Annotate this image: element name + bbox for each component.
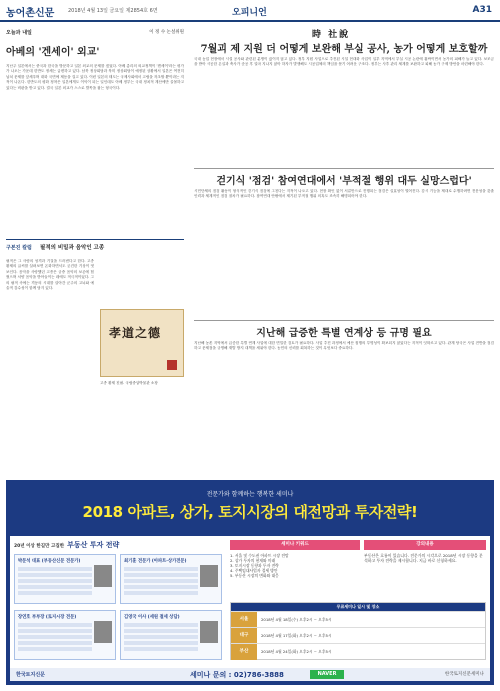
column-kicker: 오늘과 내일 [6, 30, 32, 36]
ad-logo: 한국토지신문 [16, 672, 45, 678]
ad-speakers-title [14, 540, 226, 550]
ad-lecture-title: 강의내용 [364, 540, 486, 550]
speaker-details [124, 623, 198, 653]
page-number: A31 [472, 5, 492, 15]
section-title: 오피니언 [232, 8, 267, 18]
speaker-card [120, 610, 222, 660]
column2-headline: 필적의 비밀과 음악인 고종 [40, 245, 105, 251]
speaker-photo [200, 621, 218, 643]
speaker-card [14, 554, 116, 604]
list-item: 5. 부동산 시장의 변화와 대응 [230, 573, 279, 578]
calligraphy-image [100, 309, 184, 377]
table-row [231, 643, 485, 659]
seminar-advertisement [6, 480, 494, 685]
schedule-city: 서울 [231, 612, 257, 628]
speaker-name: 박문석 대표 (부동산신문 전문가) [18, 559, 81, 564]
editorial-body-3: 지난해 농촌 지역에서 급증한 특별 연계 사업에 대한 면밀한 검토가 필요하다. 사업 추진 과정에서 예산 집행의 투명성이 확보되지 않았다는 지적이 잇따르고 있다. 관계 당국은 사업 전반을 점검하고 문제점을 규명해 재발 방지 대책을 세워야 한다. 농민의 신뢰를 회복하는 것이 무엇보다 중요하다. [194, 341, 494, 351]
column2-body: 필적은 그 사람의 성격과 기질을 드러낸다고 한다. 고종 황제의 글씨를 살펴보면 온화하면서도 굳건한 기상이 엿보인다. 음악을 사랑했던 고종은 궁중 음악의 보존에 힘썼으며 서양 음악을 받아들이는 데에도 적극적이었다. 그의 필적 속에는 격동의 시대를 살아간 군주의 고뇌와 예술적 감수성이 함께 담겨 있다. [6, 259, 94, 291]
left-column [6, 27, 184, 477]
ad-speakers-prefix: 20년 이상 한길만 고집한 [14, 544, 65, 549]
ad-keywords-title: 세미나 키워드 [230, 540, 360, 550]
schedule-city: 부산 [231, 644, 257, 660]
speaker-details [18, 623, 92, 653]
schedule-title: 무료세미나 일시 및 장소 [231, 603, 485, 611]
table-row [231, 627, 485, 643]
ad-inner [10, 484, 490, 681]
speaker-card [14, 610, 116, 660]
seal-stamp [167, 360, 177, 370]
list-item: 3. 토지시장 동향과 투자 전략 [230, 563, 279, 568]
ad-speakers [14, 540, 226, 672]
editorial-headline-3: 지난해 급증한 특별 연계상 등 규명 필요 [256, 328, 432, 339]
editorial-body-2: 시민단체의 점검 활동이 형식적인 걷기식 점검에 그친다는 지적이 나오고 있다. 현장 확인 없이 서류만으로 진행되는 점검은 실효성이 떨어진다. 감시 기능을 제대로 수행하려면 전문성을 갖춘 인력과 체계적인 점검 절차가 필요하다. 참여연대 안팎에서 제기된 부적절 행위 의혹도 조속히 해명되어야 한다. [194, 189, 494, 199]
column-kicker-row [6, 27, 184, 41]
schedule-time: 2018년 4월 17일(화) 오후2시 ~ 오후5시 [261, 633, 332, 638]
ad-title: 2018 아파트, 상가, 토지시장의 대전망과 투자전략! [82, 503, 418, 521]
ad-subtitle: 전문가와 함께하는 행복한 세미나 [206, 491, 294, 498]
speaker-name: 최기훈 전문가 (아파트·상가전문) [124, 559, 187, 564]
calligraphy-text: 孝道之德 [109, 326, 162, 340]
editorial-divider-2 [194, 320, 494, 321]
editorial-column [194, 27, 494, 477]
ad-banner [10, 484, 490, 536]
schedule-city: 대구 [231, 628, 257, 644]
speaker-name: 김영국 이사 (세원 절세 상담) [124, 615, 180, 620]
column-author: 이 정 수 논설위원 [149, 30, 184, 35]
editorial-headline-1: 7월괴 제 지원 더 어떻게 보완해 부실 공사, 농가 어떻게 보호할까 [200, 44, 488, 55]
newspaper-brand: 농어촌신문 [6, 8, 55, 19]
publication-date: 2018년 4월 13일 금요일 제2854호 6면 [68, 8, 158, 14]
ad-speakers-heading: 부동산 투자 전략 [67, 541, 120, 549]
ad-phone: 세미나 문의 : 02)786-3888 [190, 671, 284, 679]
editorial-title: 時 社說 [312, 30, 351, 40]
seminar-schedule [230, 602, 486, 660]
column-divider [6, 239, 184, 240]
column-headline: 아베의 '겐세이' 외교' [6, 47, 100, 58]
editorial-divider-1 [194, 168, 494, 169]
schedule-time: 2018년 4월 18일(수) 오후2시 ~ 오후5시 [261, 617, 332, 622]
ad-footer [10, 668, 490, 681]
list-item: 1. 서울 및 수도권 아파트 시장 전망 [230, 553, 289, 558]
speaker-details [18, 567, 92, 597]
speaker-photo [200, 565, 218, 587]
table-row [231, 611, 485, 627]
speaker-details [124, 567, 198, 597]
speaker-card [120, 554, 222, 604]
image-caption: 고종 황제 친필. 국립중앙박물관 소장 [100, 381, 158, 385]
speaker-name: 장연호 부부장 (토지시장 전문) [18, 615, 77, 620]
column-body: 지난주 일본에서는 중국과 한국을 방문하고 일본 외교의 문제를 짚었다. 아베 총리의 외교정책이 '겐세이'라는 평가가 나오는 가운데 한반도 정세는 급변하고 있다. 남북 정상회담과 북미 정상회담이 예정된 상황에서 일본은 여전히 납치 문제를 앞세우며 대화 국면에 제동을 걸고 있다. 이런 일본의 태도는 국제사회에서 고립을 자초할 뿐이라는 지적이 나온다. 한반도의 평화 정착은 일본에게도 이익이 되는 일인데도 아베 정부는 국내 정치적 계산에만 골몰하고 있다는 비판을 받고 있다. 결국 일본 외교가 스스로 발목을 잡는 형국이다. [6, 64, 184, 90]
editorial-headline-2: 걷기식 '점검' 참여연대에서 '부적절 행위 대두 실망스럽다' [216, 176, 472, 187]
ad-sponsor: 한국토지신문세미나 [444, 672, 484, 677]
speaker-photo [94, 565, 112, 587]
naver-logo: NAVER [310, 670, 344, 679]
column2-kicker: 구본진 칼럼 [6, 245, 32, 251]
page-header [0, 0, 500, 22]
ad-keywords-list [230, 553, 360, 578]
ad-lecture-body: 부동산은 흐름이 있습니다. 전문가의 시각으로 2018년 시장 동향을 분석하고 투자 전략을 제시합니다. 지금 바로 신청하세요. [364, 553, 483, 564]
schedule-time: 2018년 4월 24일(화) 오후2시 ~ 오후5시 [261, 649, 332, 654]
editorial-body-1: 국내 농업 현장에서 시설 공사와 관련된 분쟁이 끊이지 않고 있다. 정부 지원 사업으로 추진된 시설 현대화 사업이 일부 지역에서 부실 시공 논란에 휩싸이면서 농가의 피해가 늘고 있다. 보조금을 받아 시공한 온실과 축사가 준공 후 얼마 지나지 않아 하자가 발생해도 시공업체의 책임을 묻기 어려운 구조다. 정부는 사후 관리 체계를 보완하고 피해 농가 구제 방안을 마련해야 한다. [194, 57, 494, 67]
speaker-photo [94, 621, 112, 643]
list-item: 4. 주택임대사업자 절세 방안 [230, 568, 278, 573]
list-item: 2. 상가 투자의 현재와 미래 [230, 558, 276, 563]
